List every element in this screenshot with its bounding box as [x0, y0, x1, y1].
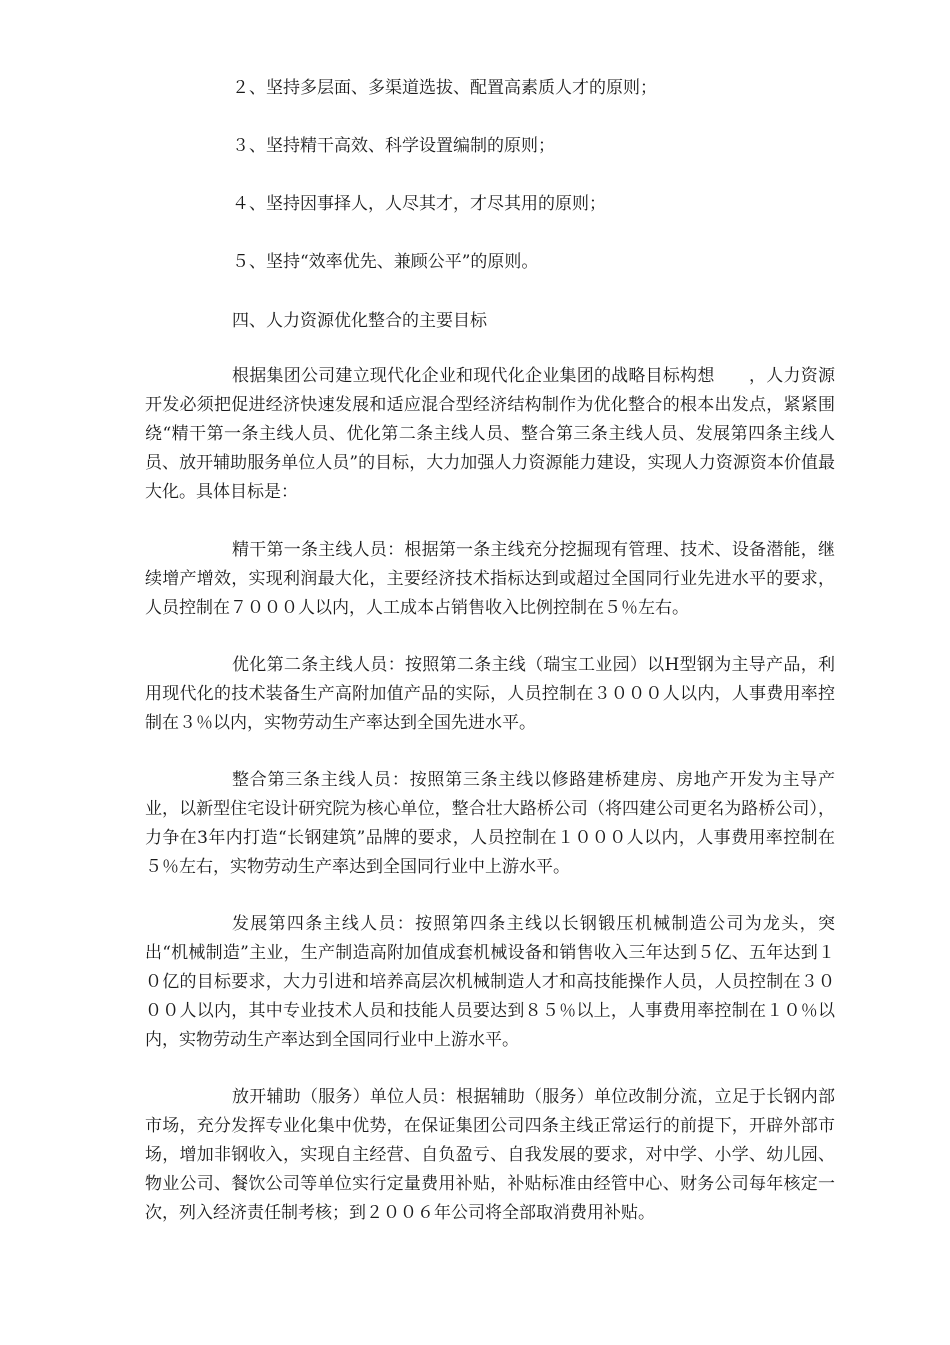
- section-heading: 四、人力资源优化整合的主要目标: [232, 311, 487, 331]
- paragraph-mainline-2: 优化第二条主线人员：按照第二条主线（瑞宝工业园）以H型钢为主导产品，利用现代化的技术装备生产高附加值产品的实际，人员控制在３０００人以内，人事费用率控制在３％以内，实物劳动生产率达到全国先进水平。: [145, 655, 835, 733]
- paragraph-mainline-1: 精干第一条主线人员：根据第一条主线充分挖掘现有管理、技术、设备潜能，继续增产增效，实现利润最大化，主要经济技术指标达到或超过全国同行业先进水平的要求，人员控制在７０００人以内，人工成本占销售收入比例控制在５％左右。: [145, 540, 835, 618]
- principle-item-5: ５、坚持“效率优先、兼顾公平”的原则。: [232, 252, 539, 272]
- principle-item-2: ２、坚持多层面、多渠道选拔、配置高素质人才的原则；: [232, 78, 657, 98]
- paragraph-mainline-4: 发展第四条主线人员：按照第四条主线以长钢锻压机械制造公司为龙头，突出“机械制造”主业，生产制造高附加值成套机械设备和销售收入三年达到５亿、五年达到１０亿的目标要求，大力引进和培养高层次机械制造人才和高技能操作人员，人员控制在３０００人以内，其中专业技术人员和技能人员要达到８５％以上，人事费用率控制在１０％以内，实物劳动生产率达到全国同行业中上游水平。: [145, 914, 835, 1050]
- principle-item-4: ４、坚持因事择人，人尽其才，才尽其用的原则；: [232, 194, 606, 214]
- paragraph-overview: 根据集团公司建立现代化企业和现代化企业集团的战略目标构想 ，人力资源开发必须把促进经济快速发展和适应混合型经济结构制作为优化整合的根本出发点，紧紧围绕“精干第一条主线人员、优化第二条主线人员、整合第三条主线人员、发展第四条主线人员、放开辅助服务单位人员”的目标，大力加强人力资源能力建设，实现人力资源资本价值最大化。具体目标是：: [145, 366, 835, 502]
- paragraph-mainline-3: 整合第三条主线人员：按照第三条主线以修路建桥建房、房地产开发为主导产业，以新型住宅设计研究院为核心单位，整合壮大路桥公司（将四建公司更名为路桥公司），力争在3年内打造“长钢建筑”品牌的要求，人员控制在１０００人以内，人事费用率控制在５％左右，实物劳动生产率达到全国同行业中上游水平。: [145, 770, 835, 877]
- principle-item-3: ３、坚持精干高效、科学设置编制的原则；: [232, 136, 555, 156]
- paragraph-auxiliary-units: 放开辅助（服务）单位人员：根据辅助（服务）单位改制分流，立足于长钢内部市场，充分发挥专业化集中优势，在保证集团公司四条主线正常运行的前提下，开辟外部市场，增加非钢收入，实现自主经营、自负盈亏、自我发展的要求，对中学、小学、幼儿园、物业公司、餐饮公司等单位实行定量费用补贴，补贴标准由经管中心、财务公司每年核定一次，列入经济责任制考核；到２００６年公司将全部取消费用补贴。: [145, 1087, 835, 1223]
